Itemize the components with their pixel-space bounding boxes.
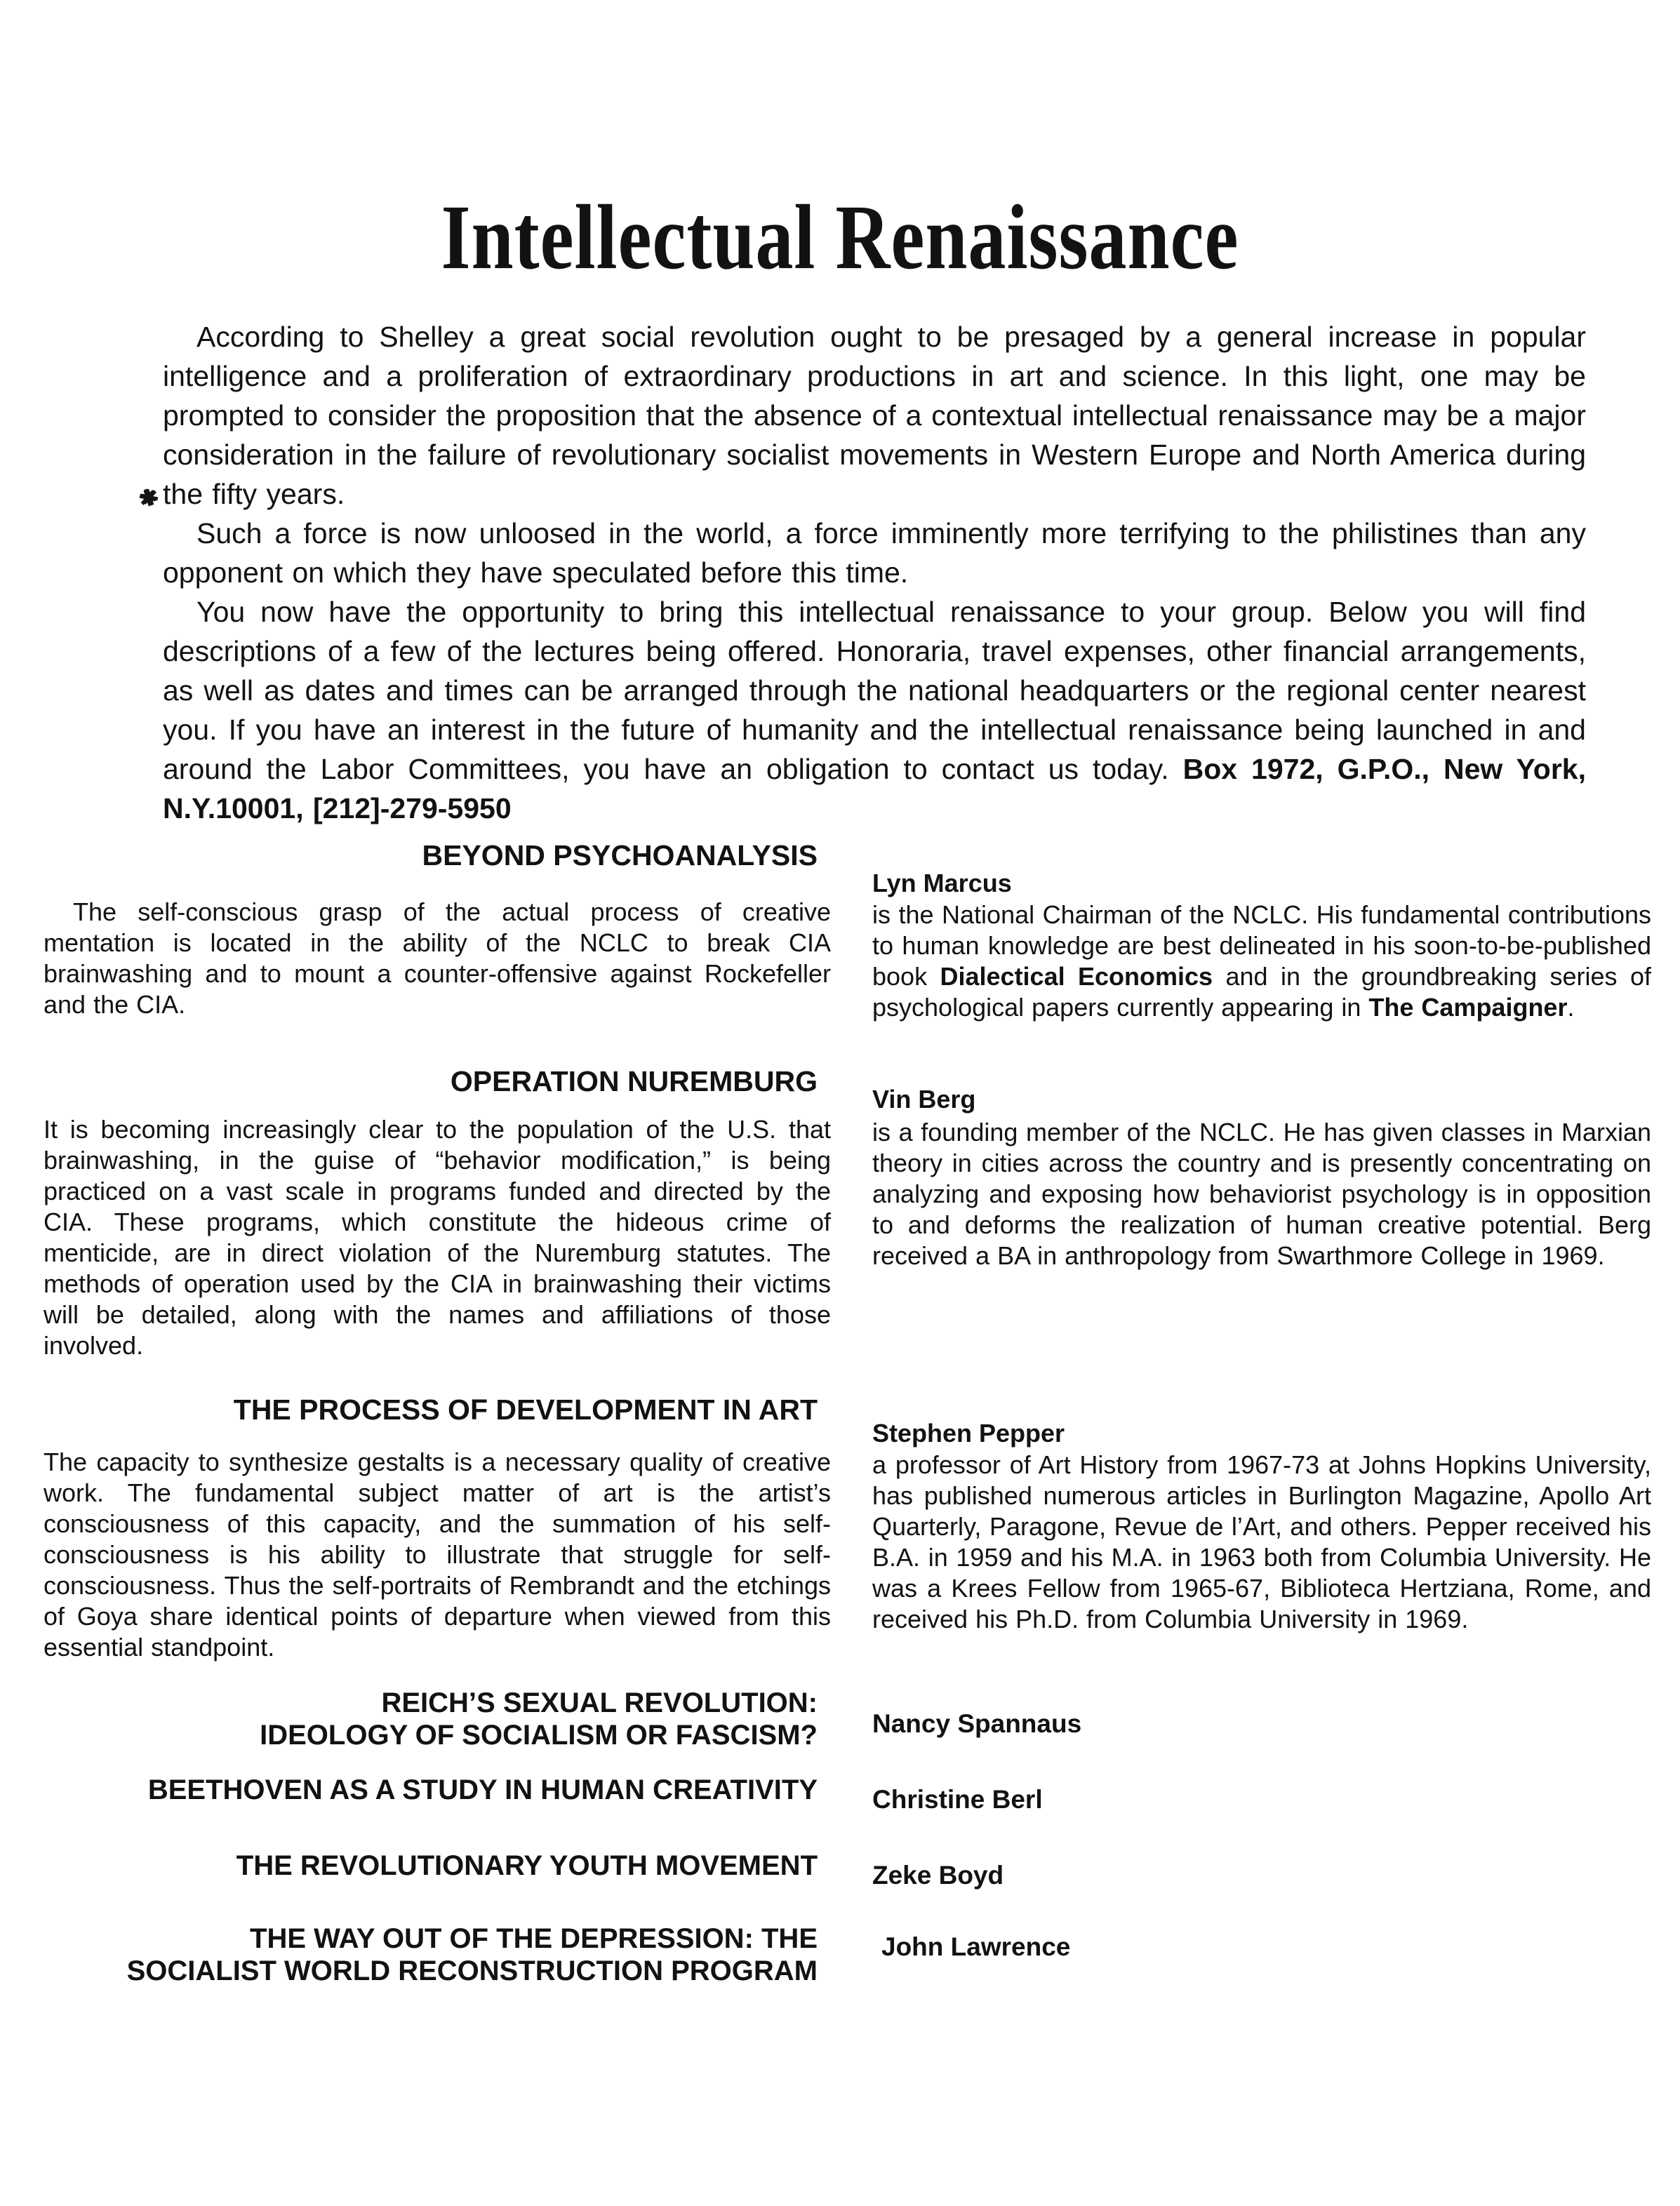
bio-name-stephen-pepper: Stephen Pepper <box>872 1419 1065 1448</box>
section-body-process-of-development-in-art: The capacity to synthesize gestalts is a necessary quality of creative work. The fundamental subject matter of art is the artist’s consciousness of this capacity, and the summation of his self-consciousness is his ability to illustrate that struggle for self-consciousness. Thus the self-portraits of Rembrandt and the etchings of Goya share identical points of departure when viewed from this essential standpoint. <box>44 1448 831 1662</box>
lecture-title-line: REICH’S SEXUAL REVOLUTION: <box>381 1687 818 1718</box>
document-title: Intellectual Renaissance <box>441 187 1239 289</box>
lecture-title-reichs-sexual-revolution <box>32 1687 818 1751</box>
lecture-title-line: IDEOLOGY OF SOCIALISM OR FASCISM? <box>260 1720 818 1751</box>
bio-name-lyn-marcus: Lyn Marcus <box>872 869 1012 897</box>
bio-lyn-seg2: and in the groundbreaking series of psychological papers currently appearing in <box>872 962 1651 1022</box>
speaker-name-john-lawrence: John Lawrence <box>881 1932 1071 1961</box>
lecture-title-way-out-of-depression <box>32 1923 818 1987</box>
book-title-dialectical-economics: Dialectical Economics <box>940 962 1213 991</box>
bio-name-vin-berg: Vin Berg <box>872 1085 976 1114</box>
bio-text-lyn-marcus <box>872 900 1651 1023</box>
bio-lyn-seg3: . <box>1567 993 1575 1022</box>
publication-title-the-campaigner: The Campaigner <box>1368 993 1568 1022</box>
contact-address: Box 1972, G.P.O., New York, N.Y.10001, [212]-279-5950 <box>163 753 1586 824</box>
intro-paragraph-1: According to Shelley a great social revolution ought to be presaged by a general increase in popular intelligence and a proliferation of extraordinary productions in art and science. In this light, one may be prompted to consider the proposition that the absence of a contextual intellectual renaissance may be a major consideration in the failure of revolutionary socialist movements in Western Europe and North America during the fifty years. <box>163 321 1586 510</box>
bio-lyn-seg1: is the National Chairman of the NCLC. His fundamental contributions to human knowledge are best delineated in his soon-to-be-published book <box>872 900 1651 991</box>
section-body-operation-nuremburg: It is becoming increasingly clear to the population of the U.S. that brainwashing, in the guise of “behavior modification,” is being practiced on a vast scale in programs funded and directed by the CIA. These programs, which constitute the hideous crime of menticide, are in direct violation of the Nuremburg statutes. The methods of operation used by the CIA in brainwashing their victims will be detailed, along with the names and affiliations of those involved. <box>44 1115 831 1360</box>
speaker-name-nancy-spannaus: Nancy Spannaus <box>872 1709 1082 1738</box>
speaker-name-christine-berl: Christine Berl <box>872 1785 1043 1814</box>
lecture-title-beethoven-human-creativity <box>32 1774 818 1806</box>
handwritten-ink-mark: ✱ <box>135 482 161 513</box>
section-body-beyond-psychoanalysis: The self-conscious grasp of the actual process of creative mentation is located in the ability of the NCLC to break CIA brainwashing and to mount a counter-offensive against Rockefeller and the CIA. <box>44 897 831 1019</box>
bio-text-vin-berg: is a founding member of the NCLC. He has given classes in Marxian theory in cities across the country and is presently concentrating on analyzing and exposing how behaviorist psychology is in opposition to and deforms the realization of human creative potential. Berg received a BA in anthropology from Swarthmore College in 1969. <box>872 1118 1651 1270</box>
bio-text-stephen-pepper: a professor of Art History from 1967-73 at Johns Hopkins University, has published numerous articles in Burlington Magazine, Apollo Art Quarterly, Paragone, Revue de l’Art, and others. Pepper received his B.A. in 1959 and his M.A. in 1963 both from Columbia University. He was a Krees Fellow from 1965-67, Biblioteca Hertziana, Rome, and received his Ph.D. from Columbia University in 1969. <box>872 1450 1651 1633</box>
intro-paragraph-3-text: You now have the opportunity to bring this intellectual renaissance to your group. Below you will find descriptions of a few of the lectures being offered. Honoraria, travel expenses, other financial arrangements, as well as dates and times can be arranged through the national headquarters or the regional center nearest you. If you have an interest in the future of humanity and the intellectual renaissance being launched in and around the Labor Committees, you have an obligation to contact us today. <box>163 596 1586 785</box>
section-heading-process-of-development-in-art: THE PROCESS OF DEVELOPMENT IN ART <box>233 1393 818 1426</box>
lecture-title-line: THE WAY OUT OF THE DEPRESSION: THE <box>250 1923 818 1954</box>
lecture-title-line: THE REVOLUTIONARY YOUTH MOVEMENT <box>236 1850 818 1881</box>
section-heading-beyond-psychoanalysis: BEYOND PSYCHOANALYSIS <box>422 839 818 871</box>
speaker-name-zeke-boyd: Zeke Boyd <box>872 1861 1004 1890</box>
intro-paragraph-2: Such a force is now unloosed in the world, a force imminently more terrifying to the philistines than any opponent on which they have speculated before this time. <box>163 517 1586 589</box>
lecture-title-line: SOCIALIST WORLD RECONSTRUCTION PROGRAM <box>126 1956 818 1986</box>
intro-block <box>163 317 1586 828</box>
lecture-title-revolutionary-youth-movement <box>32 1850 818 1882</box>
intro-paragraph-3 <box>163 592 1586 828</box>
lecture-title-line: BEETHOVEN AS A STUDY IN HUMAN CREATIVITY <box>147 1774 818 1805</box>
section-heading-operation-nuremburg: OPERATION NUREMBURG <box>450 1065 818 1097</box>
